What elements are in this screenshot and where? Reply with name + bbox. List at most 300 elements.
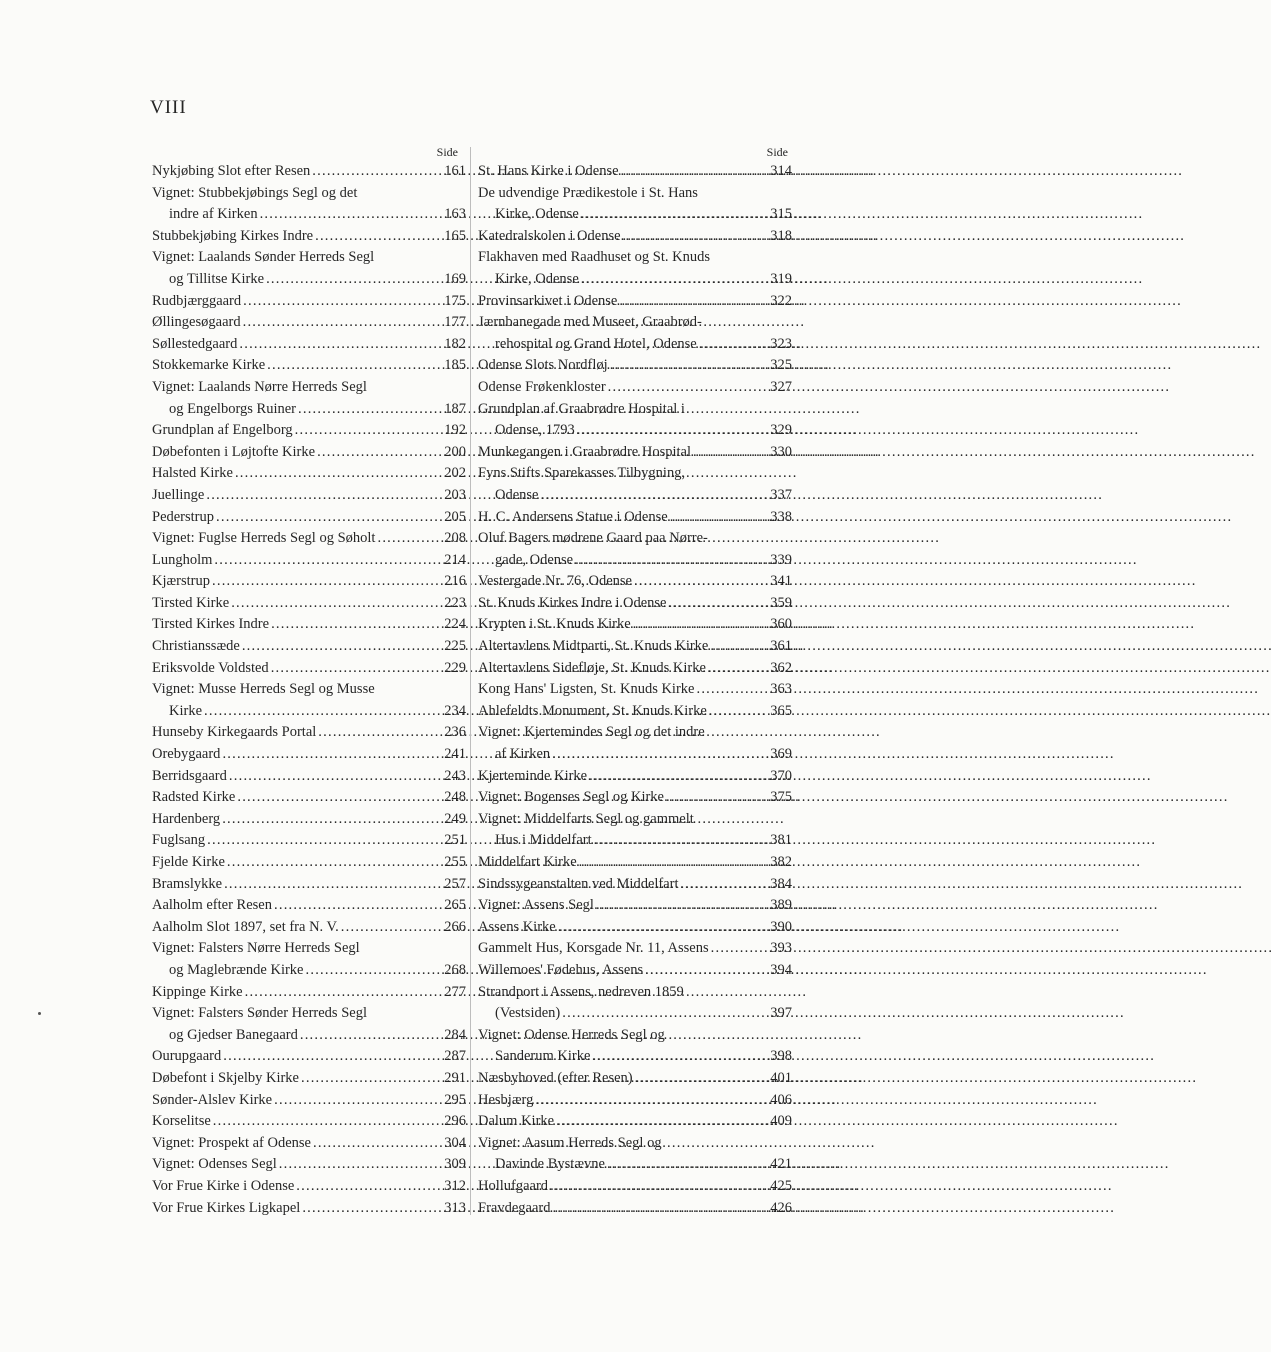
dot-leader bbox=[592, 1046, 758, 1068]
dot-leader bbox=[227, 852, 432, 874]
entry-title-line bbox=[152, 1046, 466, 1068]
entry-title: Bramslykke bbox=[152, 875, 223, 892]
dot-leader bbox=[298, 399, 432, 421]
page-ref: 161 bbox=[444, 163, 466, 179]
entry-title: Gammelt Hus, Korsgade Nr. 11, Assens bbox=[478, 940, 709, 957]
dot-leader bbox=[581, 204, 758, 226]
dot-leader bbox=[535, 1090, 758, 1112]
entry-title-line bbox=[152, 1176, 466, 1198]
entry-title-line bbox=[478, 614, 792, 636]
entry-title: Krypten i St. Knuds Kirke bbox=[478, 616, 631, 633]
page-ref: 214 bbox=[444, 551, 466, 568]
index-column-right bbox=[478, 143, 792, 1219]
entry-title: Lungholm bbox=[152, 551, 213, 568]
dot-leader bbox=[274, 1090, 432, 1112]
page-ref: 234 bbox=[444, 702, 466, 719]
entry-title: Vignet: Bogenses Segl og Kirke bbox=[478, 789, 664, 806]
entry-title-line bbox=[152, 161, 466, 183]
entry-title-line bbox=[478, 1025, 792, 1047]
entry-title-line bbox=[478, 982, 792, 1004]
index-entry bbox=[152, 1198, 466, 1220]
dot-leader bbox=[577, 420, 758, 442]
page-ref: 185 bbox=[444, 357, 466, 374]
page-ref: 382 bbox=[770, 854, 792, 870]
dot-leader bbox=[635, 1068, 758, 1090]
dot-leader bbox=[295, 420, 432, 442]
page-ref: 363 bbox=[770, 681, 792, 698]
dot-leader bbox=[239, 334, 432, 356]
page-ref: 369 bbox=[770, 746, 792, 763]
entry-title: Willemoes' Fødehus, Assens bbox=[478, 961, 644, 978]
entry-title: Strandport i Assens, nedreven 1859 bbox=[478, 983, 684, 1000]
entry-continuation-line bbox=[478, 1046, 792, 1068]
entry-title-line bbox=[478, 399, 792, 421]
entry-continuation-line bbox=[152, 1025, 466, 1047]
page-ref: 257 bbox=[444, 875, 466, 892]
dot-leader bbox=[607, 1154, 758, 1176]
entry-title: Vignet: Laalands Sønder Herreds Segl bbox=[152, 249, 375, 266]
index-entry bbox=[152, 463, 466, 485]
page-ref: 426 bbox=[770, 1199, 792, 1216]
entry-title: St. Hans Kirke i Odense bbox=[478, 163, 619, 179]
entry-title-line bbox=[152, 744, 466, 766]
entry-title: Dalum Kirke bbox=[478, 1113, 555, 1130]
index-entry bbox=[152, 744, 466, 766]
entry-title-line bbox=[152, 1133, 466, 1155]
page-ref: 359 bbox=[770, 594, 792, 611]
dot-leader bbox=[621, 161, 758, 183]
index-entry bbox=[152, 291, 466, 313]
page-ref: 296 bbox=[444, 1113, 466, 1130]
entry-title-line bbox=[478, 895, 792, 917]
page-ref: 309 bbox=[444, 1156, 466, 1173]
entry-title: Næsbyhoved (efter Resen) bbox=[478, 1069, 633, 1086]
entry-title: Vignet: Kjertemindes Segl og det indre bbox=[478, 724, 705, 741]
index-entry bbox=[152, 658, 466, 680]
dot-leader bbox=[301, 1068, 432, 1090]
page-ref: 266 bbox=[444, 918, 466, 935]
page-ref: 165 bbox=[444, 227, 466, 244]
entry-title-line bbox=[152, 830, 466, 852]
index-entry bbox=[152, 593, 466, 615]
entry-title: og Tillitse Kirke bbox=[169, 270, 265, 287]
entry-title-line bbox=[152, 895, 466, 917]
page-ref: 315 bbox=[770, 206, 792, 223]
page-ref: 169 bbox=[444, 270, 466, 287]
page-ref: 398 bbox=[770, 1048, 792, 1065]
dot-leader bbox=[558, 917, 758, 939]
index-entry bbox=[152, 852, 466, 874]
index-entry bbox=[152, 636, 466, 658]
entry-title: Vignet: Prospekt af Odense bbox=[152, 1134, 311, 1151]
entry-title: gade, Odense bbox=[495, 551, 574, 568]
page-ref: 304 bbox=[444, 1134, 466, 1151]
entry-title: Juellinge bbox=[152, 486, 205, 503]
entry-title-line bbox=[478, 312, 792, 334]
entry-title-line bbox=[152, 722, 466, 744]
page-ref: 216 bbox=[444, 573, 466, 590]
page-ref: 205 bbox=[444, 508, 466, 525]
index-entry bbox=[152, 982, 466, 1004]
dot-leader bbox=[670, 507, 758, 529]
entry-title-line bbox=[478, 917, 792, 939]
dot-leader bbox=[214, 550, 432, 572]
index-entry bbox=[152, 614, 466, 636]
entry-title: De udvendige Prædikestole i St. Hans bbox=[478, 184, 698, 201]
index-entry bbox=[152, 1111, 466, 1133]
dot-leader bbox=[693, 442, 758, 464]
entry-title: Hollufgaard bbox=[478, 1177, 549, 1194]
entry-title-line bbox=[478, 701, 792, 723]
entry-title-line bbox=[152, 550, 466, 572]
entry-title-line bbox=[478, 571, 792, 593]
entry-title-line bbox=[152, 809, 466, 831]
entry-title-line bbox=[478, 636, 792, 658]
entry-title: Sanderum Kirke bbox=[495, 1048, 591, 1065]
page-ref: 361 bbox=[770, 638, 792, 655]
index-entry bbox=[478, 1090, 792, 1112]
page-ref: 330 bbox=[770, 443, 792, 460]
dot-leader bbox=[552, 1198, 758, 1220]
page-ref: 241 bbox=[444, 746, 466, 763]
entry-title-line bbox=[478, 787, 792, 809]
page-ref: 203 bbox=[444, 486, 466, 503]
index-entry bbox=[478, 874, 792, 896]
entry-title: Flakhaven med Raadhuset og St. Knuds bbox=[478, 249, 710, 266]
page-ref: 177 bbox=[444, 314, 466, 331]
dot-leader bbox=[596, 895, 758, 917]
page-ref: 223 bbox=[444, 594, 466, 611]
dot-leader bbox=[260, 204, 432, 226]
page-ref: 277 bbox=[444, 983, 466, 1000]
column-header-side: Side bbox=[766, 145, 788, 159]
entry-title: Halsted Kirke bbox=[152, 465, 233, 482]
entry-title-line bbox=[478, 507, 792, 529]
entry-title-line bbox=[478, 226, 792, 248]
index-entry bbox=[152, 895, 466, 917]
entry-title-line bbox=[152, 334, 466, 356]
page-ref: 362 bbox=[770, 659, 792, 676]
entry-title: Kippinge Kirke bbox=[152, 983, 243, 1000]
entry-title-line bbox=[478, 355, 792, 377]
dot-leader bbox=[223, 1046, 432, 1068]
dot-leader bbox=[237, 787, 432, 809]
index-entry bbox=[478, 722, 792, 765]
entry-title: Vignet: Odenses Segl bbox=[152, 1156, 277, 1173]
index-entry bbox=[152, 1133, 466, 1155]
entry-title: Vignet: Laalands Nørre Herreds Segl bbox=[152, 378, 367, 395]
index-entry bbox=[152, 528, 466, 550]
entry-title: Vignet: Assens Segl bbox=[478, 897, 594, 914]
entry-title: Odense Frøkenkloster bbox=[478, 378, 606, 395]
index-entry bbox=[478, 701, 792, 723]
entry-title: Kjærstrup bbox=[152, 573, 210, 590]
entry-title: Altertavlens Sidefløje, St. Knuds Kirke bbox=[478, 659, 706, 676]
page-ref: 389 bbox=[770, 897, 792, 914]
page-ref: 163 bbox=[444, 206, 466, 223]
dot-leader bbox=[267, 355, 432, 377]
entry-title-line bbox=[478, 1198, 792, 1220]
entry-title: Vignet: Fuglse Herreds Segl og Søholt bbox=[152, 530, 376, 547]
entry-title: (Vestsiden) bbox=[495, 1005, 561, 1022]
entry-title: Pederstrup bbox=[152, 508, 215, 525]
page-ref: 291 bbox=[444, 1069, 466, 1086]
index-entry bbox=[152, 377, 466, 420]
entry-title: Kirke bbox=[169, 702, 203, 719]
page-ref: 314 bbox=[770, 163, 792, 179]
index-entry bbox=[478, 528, 792, 571]
dot-leader bbox=[224, 874, 432, 896]
index-entry bbox=[152, 507, 466, 529]
entry-continuation-line bbox=[152, 701, 466, 723]
index-entry bbox=[152, 1176, 466, 1198]
page-ref: 338 bbox=[770, 508, 792, 525]
index-entry bbox=[152, 442, 466, 464]
index-entry bbox=[478, 183, 792, 226]
entry-title-line bbox=[152, 614, 466, 636]
entry-title-line bbox=[478, 593, 792, 615]
dot-leader bbox=[709, 701, 758, 723]
entry-continuation-line bbox=[478, 420, 792, 442]
dot-leader bbox=[668, 593, 758, 615]
index-entry bbox=[478, 787, 792, 809]
dot-leader bbox=[579, 852, 758, 874]
entry-title: Søllestedgaard bbox=[152, 335, 238, 352]
index-entry bbox=[152, 550, 466, 572]
entry-title-line bbox=[478, 938, 792, 960]
entry-list bbox=[152, 161, 466, 1219]
dot-leader bbox=[666, 787, 758, 809]
dot-leader bbox=[608, 377, 758, 399]
index-entry bbox=[152, 1068, 466, 1090]
entry-title-line bbox=[152, 507, 466, 529]
page-ref: 319 bbox=[770, 270, 792, 287]
page-ref: 365 bbox=[770, 702, 792, 719]
entry-title-line bbox=[152, 874, 466, 896]
index-entry bbox=[152, 247, 466, 290]
entry-title: Vor Frue Kirke i Odense bbox=[152, 1177, 295, 1194]
page-ref: 312 bbox=[444, 1177, 466, 1194]
dot-leader bbox=[634, 571, 758, 593]
index-entry bbox=[152, 830, 466, 852]
entry-title: Radsted Kirke bbox=[152, 789, 236, 806]
entry-title: Aalholm efter Resen bbox=[152, 897, 272, 914]
entry-continuation-line bbox=[152, 204, 466, 226]
entry-title-line bbox=[152, 183, 466, 205]
dot-leader bbox=[302, 1198, 432, 1220]
page-ref: 401 bbox=[770, 1069, 792, 1086]
page-ref: 224 bbox=[444, 616, 466, 633]
entry-title: Tirsted Kirke bbox=[152, 594, 230, 611]
entry-title-line bbox=[152, 1090, 466, 1112]
dot-leader bbox=[552, 744, 758, 766]
page-ref: 192 bbox=[444, 422, 466, 439]
dot-leader bbox=[562, 1003, 758, 1025]
entry-list bbox=[478, 161, 792, 1219]
entry-title: og Maglebrænde Kirke bbox=[169, 961, 304, 978]
entry-title-line bbox=[152, 982, 466, 1004]
entry-title: Vignet: Aasum Herreds Segl og bbox=[478, 1134, 662, 1151]
dot-leader bbox=[306, 960, 433, 982]
entry-title: Sindssygeanstalten ved Middelfart bbox=[478, 875, 679, 892]
entry-title-line bbox=[478, 247, 792, 269]
dot-leader bbox=[594, 830, 758, 852]
entry-title: Døbefont i Skjelby Kirke bbox=[152, 1069, 299, 1086]
page-ref: 229 bbox=[444, 659, 466, 676]
index-entry bbox=[152, 226, 466, 248]
dot-leader bbox=[296, 1176, 432, 1198]
entry-title-line bbox=[478, 377, 792, 399]
entry-title: Hunseby Kirkegaards Portal bbox=[152, 724, 317, 741]
page-ref: 390 bbox=[770, 918, 792, 935]
page-ref: 284 bbox=[444, 1026, 466, 1043]
index-entry bbox=[478, 355, 792, 377]
index-entry bbox=[478, 312, 792, 355]
dot-leader bbox=[207, 830, 432, 852]
entry-continuation-line bbox=[152, 399, 466, 421]
entry-title-line bbox=[152, 571, 466, 593]
dot-leader bbox=[315, 226, 432, 248]
entry-title-line bbox=[478, 960, 792, 982]
dot-leader bbox=[645, 960, 758, 982]
index-entry bbox=[152, 938, 466, 981]
entry-title: Katedralskolen i Odense bbox=[478, 227, 621, 244]
index-entry bbox=[478, 1111, 792, 1133]
dot-leader bbox=[235, 463, 432, 485]
dot-leader bbox=[231, 593, 432, 615]
entry-title: Grundplan af Engelborg bbox=[152, 422, 293, 439]
dot-leader bbox=[681, 874, 758, 896]
index-entry bbox=[478, 442, 792, 464]
entry-title: Kirke, Odense bbox=[495, 206, 579, 223]
entry-title-line bbox=[478, 766, 792, 788]
index-entry bbox=[478, 658, 792, 680]
page-ref: 327 bbox=[770, 378, 792, 395]
index-entry bbox=[478, 938, 792, 960]
entry-title: Odense, 1793 bbox=[495, 422, 575, 439]
entry-continuation-line bbox=[152, 269, 466, 291]
entry-title: Vignet: Odense Herreds Segl og bbox=[478, 1026, 665, 1043]
dot-leader bbox=[317, 442, 432, 464]
page-ref: 287 bbox=[444, 1048, 466, 1065]
page-ref: 249 bbox=[444, 810, 466, 827]
dot-leader bbox=[242, 636, 432, 658]
page-ref: 409 bbox=[770, 1113, 792, 1130]
entry-title-line bbox=[152, 658, 466, 680]
entry-title-line bbox=[152, 1003, 466, 1025]
dot-leader bbox=[313, 1133, 432, 1155]
index-entry bbox=[478, 809, 792, 852]
entry-title: Middelfart Kirke bbox=[478, 854, 577, 870]
entry-title-line bbox=[152, 787, 466, 809]
index-entry bbox=[152, 766, 466, 788]
page-ref: 397 bbox=[770, 1005, 792, 1022]
dot-leader bbox=[711, 938, 758, 960]
entry-title-line bbox=[478, 161, 792, 183]
dot-leader bbox=[229, 766, 432, 788]
dot-leader bbox=[245, 982, 432, 1004]
entry-continuation-line bbox=[478, 1003, 792, 1025]
index-entry bbox=[152, 1003, 466, 1046]
dot-leader bbox=[266, 269, 432, 291]
entry-title: Sønder-Alslev Kirke bbox=[152, 1091, 273, 1108]
entry-title-line bbox=[152, 226, 466, 248]
entry-continuation-line bbox=[478, 269, 792, 291]
entry-title-line bbox=[478, 183, 792, 205]
entry-continuation-line bbox=[152, 960, 466, 982]
index-entry bbox=[152, 787, 466, 809]
entry-title-line bbox=[478, 679, 792, 701]
index-entry bbox=[478, 399, 792, 442]
entry-title-line bbox=[478, 852, 792, 874]
entry-title: Fravdegaard bbox=[478, 1199, 551, 1216]
index-entry bbox=[152, 571, 466, 593]
dot-leader bbox=[243, 312, 432, 334]
entry-title-line bbox=[152, 291, 466, 313]
dot-leader bbox=[581, 269, 758, 291]
entry-title: St. Knuds Kirkes Indre i Odense bbox=[478, 594, 667, 611]
entry-title: Fjelde Kirke bbox=[152, 854, 225, 870]
page-ref: 236 bbox=[444, 724, 466, 741]
entry-title: Kirke, Odense bbox=[495, 270, 579, 287]
entry-title: Øllingesøgaard bbox=[152, 314, 241, 331]
entry-title: Oluf Bagers mødrene Gaard paa Nørre- bbox=[478, 530, 708, 547]
entry-title: Hardenberg bbox=[152, 810, 221, 827]
entry-title: Hus i Middelfart bbox=[495, 832, 592, 849]
dot-leader bbox=[575, 550, 758, 572]
index-entry bbox=[152, 1090, 466, 1112]
index-entry bbox=[478, 377, 792, 399]
page-ref: 255 bbox=[444, 854, 466, 870]
page-ref: 325 bbox=[770, 357, 792, 374]
entry-title: Fuglsang bbox=[152, 832, 206, 849]
index-entry bbox=[152, 355, 466, 377]
index-entry bbox=[152, 1046, 466, 1068]
entry-title-line bbox=[152, 442, 466, 464]
page-ref: 337 bbox=[770, 486, 792, 503]
entry-title-line bbox=[478, 1176, 792, 1198]
entry-title: Aalholm Slot 1897, set fra N. V. bbox=[152, 918, 339, 935]
dot-leader bbox=[619, 291, 758, 313]
entry-title-line bbox=[478, 291, 792, 313]
page-ref: 360 bbox=[770, 616, 792, 633]
entry-title: Jærnbanegade med Museet, Graabrød- bbox=[478, 314, 702, 331]
entry-title: Vignet: Musse Herreds Segl og Musse bbox=[152, 681, 375, 698]
dot-leader bbox=[216, 507, 432, 529]
dot-leader bbox=[243, 291, 432, 313]
dot-leader bbox=[710, 636, 758, 658]
entry-title: og Engelborgs Ruiner bbox=[169, 400, 296, 417]
entry-title: Davinde Bystævne bbox=[495, 1156, 605, 1173]
column-divider bbox=[470, 147, 471, 1215]
dot-leader bbox=[341, 917, 432, 939]
entry-title-line bbox=[152, 1198, 466, 1220]
entry-title-line bbox=[478, 722, 792, 744]
dot-leader bbox=[610, 355, 758, 377]
entry-continuation-line bbox=[478, 485, 792, 507]
entry-title: Vestergade Nr. 76, Odense bbox=[478, 573, 632, 590]
page-ref: 200 bbox=[444, 443, 466, 460]
entry-title: Stokkemarke Kirke bbox=[152, 357, 266, 374]
dot-leader bbox=[550, 1176, 758, 1198]
page-ref: 341 bbox=[770, 573, 792, 590]
page-ref: 370 bbox=[770, 767, 792, 784]
index-entry bbox=[152, 183, 466, 226]
entry-title: Kong Hans' Ligsten, St. Knuds Kirke bbox=[478, 681, 695, 698]
dot-leader bbox=[623, 226, 758, 248]
entry-title: Vignet: Falsters Nørre Herreds Segl bbox=[152, 940, 360, 957]
entry-title-line bbox=[152, 377, 466, 399]
